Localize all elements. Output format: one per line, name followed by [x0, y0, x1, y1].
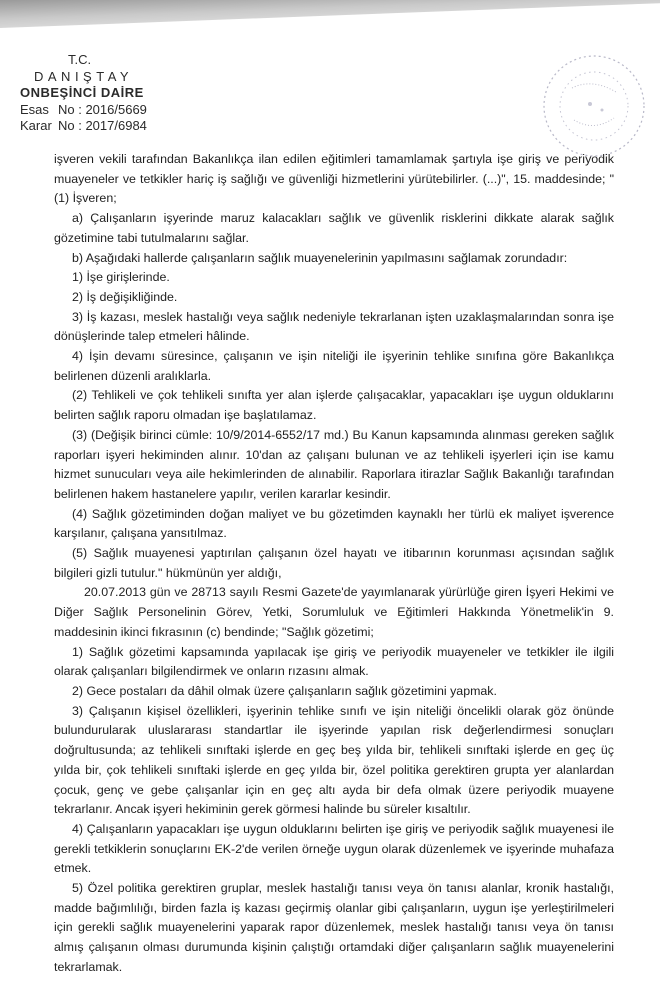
- clause-5: (5) Sağlık muayenesi yaptırılan çalışanın özel hayatı ve itibarının korunması açısından sağlık bilgileri gizli tutulur." hükmünün yer aldığı,: [54, 546, 614, 580]
- paragraph-a: a) Çalışanların işyerinde maruz kalacakları sağlık ve güvenlik risklerini dikkate alarak sağlık gözetimine tabi tutulmalarını sağlar.: [54, 211, 614, 245]
- list-item-4: 4) İşin devamı süresince, çalışanın ve işin niteliği ile işyerinin tehlike sınıfına göre Bakanlıkça belirlenen düzenli aralıklarla.: [54, 349, 614, 383]
- header-chamber: ONBEŞİNCİ DAİRE: [20, 85, 144, 100]
- clause-3: (3) (Değişik birinci cümle: 10/9/2014-6552/17 md.) Bu Kanun kapsamında alınması gereken sağlık raporları işyeri hekiminden alınır. 10'dan az çalışanı bulunan ve az tehlikeli işyerleri için ise kamu hizmet sunucuları veya aile hekimlerinden de alınabilir. Raporlara itirazlar Sağlık Bakanlığı tarafından belirlenen hakem hastanelere yapılır, verilen kararlar kesindir.: [54, 427, 614, 501]
- document-body: [54, 150, 614, 978]
- regulation-item-1: 1) Sağlık gözetimi kapsamında yapılacak işe giriş ve periyodik muayeneler ve tetkikler ile ilgili olarak çalışanları bilgilendirmek ve onların rızasını almak.: [54, 644, 614, 679]
- header-esas: [20, 102, 147, 119]
- karar-label: Karar: [20, 118, 52, 133]
- karar-number: No : 2017/6984: [58, 118, 147, 133]
- regulation-item-2: 2) Gece postaları da dâhil olmak üzere çalışanların sağlık gözetimini yapmak.: [72, 683, 497, 698]
- list-item-1: 1) İşe girişlerinde.: [72, 270, 170, 285]
- esas-number: No : 2016/5669: [58, 101, 147, 117]
- document-header: [20, 52, 147, 135]
- clause-4: (4) Sağlık gözetiminden doğan maliyet ve bu gözetimden kaynaklı her türlü ek maliyet işverence karşılanır, çalışana yansıtılmaz.: [54, 506, 614, 541]
- esas-label: Esas: [20, 101, 49, 117]
- regulation-item-5: 5) Özel politika gerektiren gruplar, meslek hastalığı tanısı veya ön tanısı alanlar, kronik hastalığı, madde bağımlılığı, birden fazla iş kazası geçirmiş olanlar gibi çalışanların, uygun işe yerleştirilmeleri için gerekli sağlık muayenelerini yaparak rapor düzenlemek, meslek hastalığı tanısı veya ön tanısı almış çalışanın olması durumunda kişinin çalıştığı ortamdaki diğer çalışanların sağlık muayenelerini tekrarlamak.: [54, 881, 614, 974]
- paragraph-continuation: işveren vekili tarafından Bakanlıkça ilan edilen eğitimleri tamamlamak şartıyla işe giriş ve periyodik muayeneler ve tetkikler hariç iş sağlığı ve güvenliği hizmetlerini yürütebilirler. (...)", 15. maddesinde; "(1) İşveren;: [54, 152, 614, 206]
- list-item-2: 2) İş değişikliğinde.: [72, 289, 178, 304]
- header-karar: [20, 118, 147, 135]
- regulation-item-4: 4) Çalışanların yapacakları işe uygun olduklarını belirten işe giriş ve periyodik sağlık muayenesi ile gerekli tetkiklerin sonuçlarını EK-2'de verilen örneğe uygun olarak düzenlemek ve işyerinde muhafaza etmek.: [54, 821, 614, 876]
- list-item-3: 3) İş kazası, meslek hastalığı veya sağlık nedeniyle tekrarlanan işten uzaklaşmalarından sonra işe dönüşlerinde talep etmeleri hâlinde.: [54, 309, 614, 344]
- clause-2: (2) Tehlikeli ve çok tehlikeli sınıfta yer alan işlerde çalışacaklar, yapacakları işe uygun olduklarını belirten sağlık raporu olmadan işe başlatılamaz.: [54, 388, 614, 423]
- header-institution: DANIŞTAY: [34, 68, 134, 84]
- paragraph-b: b) Aşağıdaki hallerde çalışanların sağlık muayenelerinin yapılmasını sağlamak zorundadır:: [72, 250, 568, 265]
- regulation-item-3: 3) Çalışanın kişisel özellikleri, işyerinin tehlike sınıfı ve işin niteliği öncelikli olarak göz önünde bulundurularak uluslararası standartlar ile işyerinde yapılan risk değerlendirmesi sonuçları doğrultusunda; az tehlikeli sınıftaki işlerde en geç beş yılda bir, tehlikeli sınıftaki işlerde en geç üç yılda bir, çok tehlikeli sınıftaki işlerde en geç yılda bir, özel politika gerektiren grupta yer alanlardan çocuk, genç ve gebe çalışanlar için en geç altı ayda bir defa olmak üzere periyodik muayene tekrarlanır. Ancak işyeri hekiminin gerek görmesi halinde bu süreler kısaltılır.: [54, 703, 614, 817]
- regulation-intro: 20.07.2013 gün ve 28713 sayılı Resmi Gazete'de yayımlanarak yürürlüğe giren İşyeri Hekimi ve Diğer Sağlık Personelinin Görev, Yetki, Sorumluluk ve Eğitimleri Hakkında Yönetmelik'in 9. maddesinin ikinci fıkrasının (c) bendinde; "Sağlık gözetimi;: [54, 585, 614, 639]
- header-tc: T.C.: [68, 52, 92, 67]
- scan-shadow-edge: [0, 0, 660, 40]
